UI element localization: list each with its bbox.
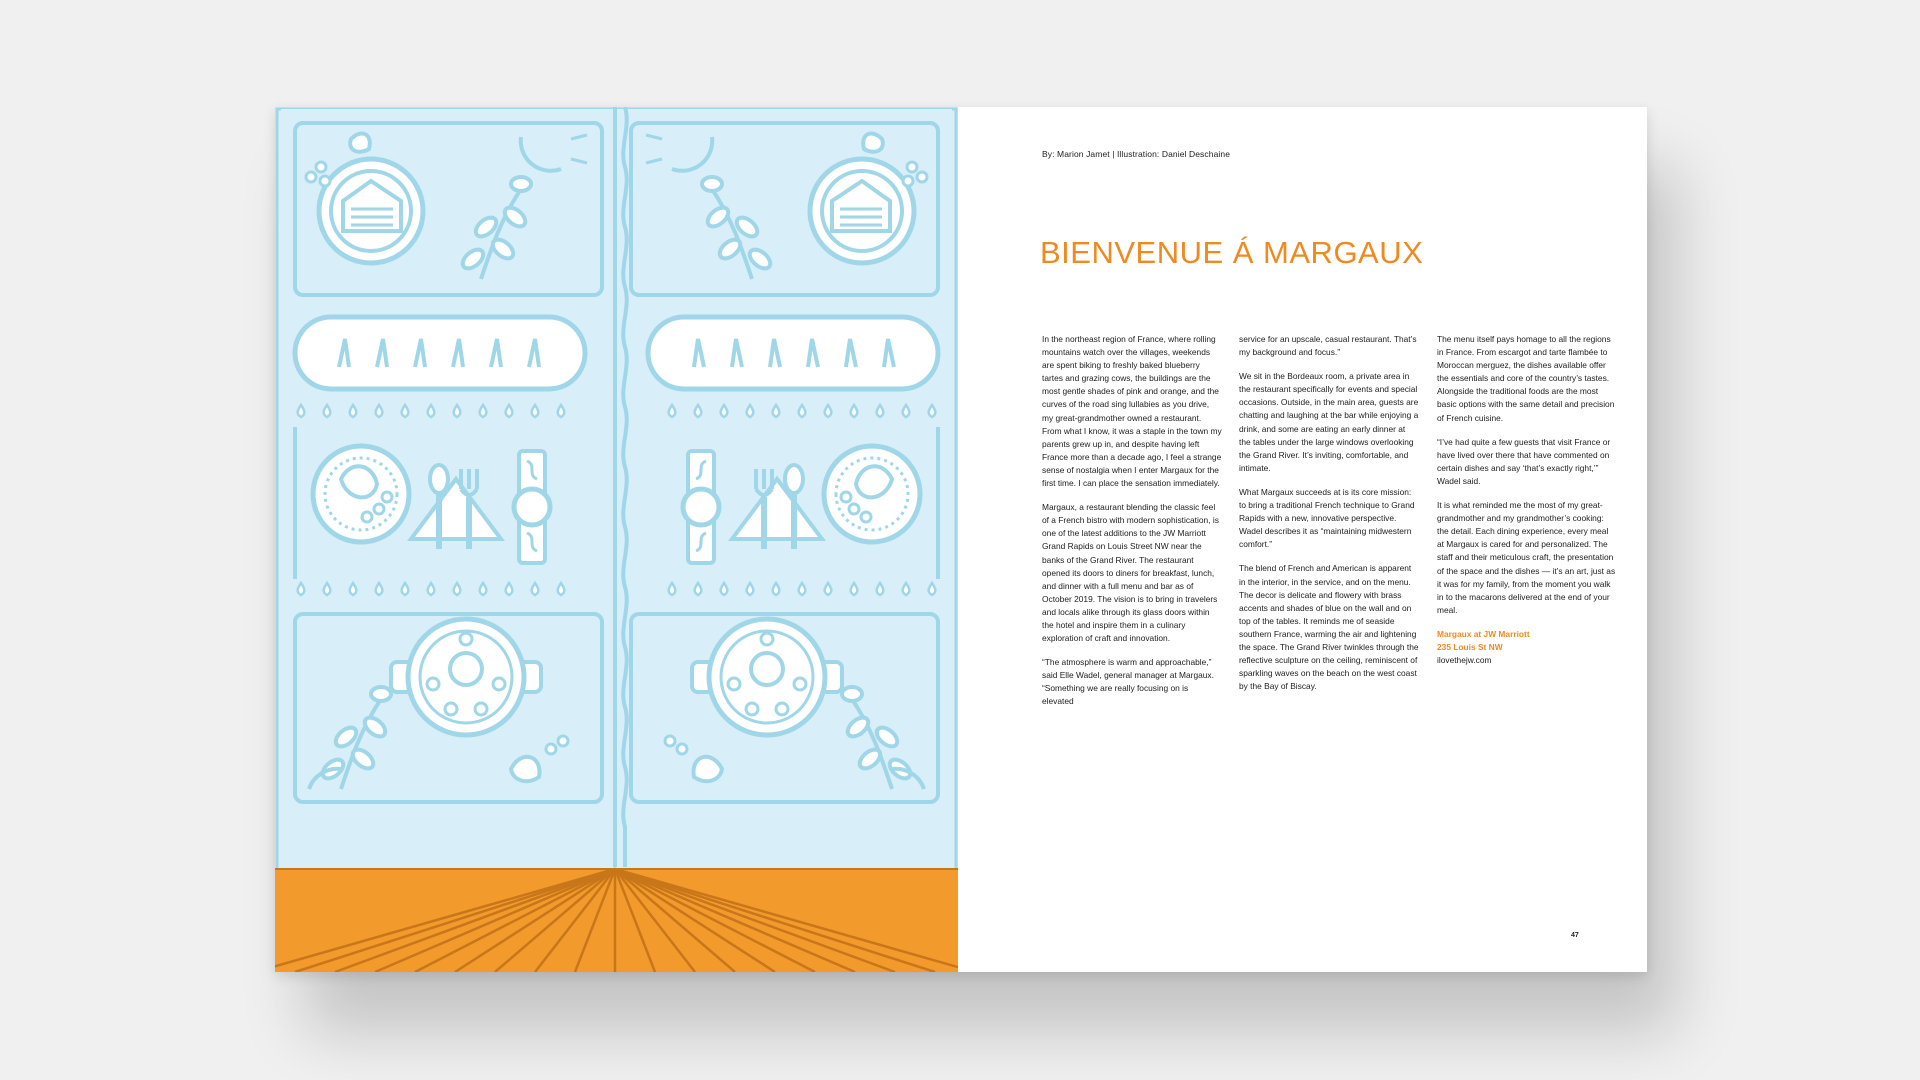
- paragraph: “The atmosphere is warm and approachable,” said Elle Wadel, general manager at Margaux. “Something we are really focusing on is elevated: [1042, 657, 1214, 707]
- paragraph: Margaux, a restaurant blending the classic feel of a French bistro with modern sophistication, is one of the latest additions to the JW Marriott Grand Rapids on Louis Street NW near the banks of the Grand River. The restaurant opened its doors to diners for breakfast, lunch, and dinner with a full menu and bar as of October 2019. The vision is to bring in travelers and locals alike through its glass doors within the hotel and inspire them in a culinary exploration of craft and innovation.: [1042, 502, 1219, 644]
- byline: By: Marion Jamet | Illustration: Daniel Deschaine: [1042, 149, 1231, 159]
- door-illustration: [275, 107, 958, 972]
- venue-address: 235 Louis St NW: [1437, 641, 1503, 652]
- article-page: [958, 107, 1647, 972]
- venue-website: ilovethejw.com: [1437, 655, 1492, 666]
- paragraph: The menu itself pays homage to all the regions in France. From escargot and tarte flambée to Moroccan merguez, the dishes available offer the essentials and core of the country’s tastes. Alongside the traditional foods are the most basic options with the same detail and precision of French cuisine.: [1437, 334, 1615, 423]
- article-headline: BIENVENUE Á MARGAUX: [1040, 235, 1424, 270]
- text-column-2: [1239, 333, 1419, 704]
- paragraph: The blend of French and American is apparent in the interior, in the service, and on the menu. The decor is delicate and flowery with brass accents and shades of blue on the wall and on top of the tables. It reminds me of seaside southern France, warming the air and lightening the space. The Grand River twinkles through the reflective sculpture on the ceiling, reminiscent of sparkling waves on the beach on the west coast by the Bay of Biscay.: [1239, 563, 1419, 692]
- paragraph: It is what reminded me the most of my great-grandmother and my grandmother’s cooking: the detail. Each dining experience, every meal at Margaux is cared for and personalized. The staff and their meticulous craft, the presentation of the space and the dishes — it’s an art, just as it was for my family, from the moment you walk in to the macarons delivered at the end of your meal.: [1437, 500, 1616, 615]
- text-column-1: [1042, 333, 1222, 720]
- paragraph: What Margaux succeeds at is its core mission: to bring a traditional French technique to Grand Rapids with a new, innovative perspective. Wadel describes it as “maintaining midwestern comfort.”: [1239, 486, 1415, 550]
- page-number: 47: [1571, 932, 1579, 939]
- text-column-3: [1437, 333, 1617, 667]
- venue-name: Margaux at JW Marriott: [1437, 628, 1530, 639]
- paragraph: In the northeast region of France, where rolling mountains watch over the villages, weekends are spent biking to freshly baked blueberry tartes and grazing cows, the buildings are the most gentle shades of pink and orange, and the curves of the road sing lullabies as you drive, my great-grandmother owned a restaurant. From what I know, it was a staple in the town my parents grew up in, and despite having left France more than a decade ago, I feel a strange sense of nostalgia when I enter Margaux for the first time. I can place the sensation immediately.: [1042, 334, 1222, 489]
- paragraph: We sit in the Bordeaux room, a private area in the restaurant specifically for events and special occasions. Outside, in the main area, guests are chatting and laughing at the bar while enjoying a drink, and some are eating an early dinner at the tables under the large windows overlooking the Grand River. It’s inviting, comfortable, and intimate.: [1239, 371, 1419, 473]
- paragraph: service for an upscale, casual restaurant. That’s my background and focus.”: [1239, 334, 1417, 358]
- paragraph: “I’ve had quite a few guests that visit France or have lived over there that have commented on certain dishes and say ‘that’s exactly right,’” Wadel said.: [1437, 436, 1611, 486]
- magazine-spread: [275, 107, 1647, 972]
- venue-info: [1437, 628, 1617, 667]
